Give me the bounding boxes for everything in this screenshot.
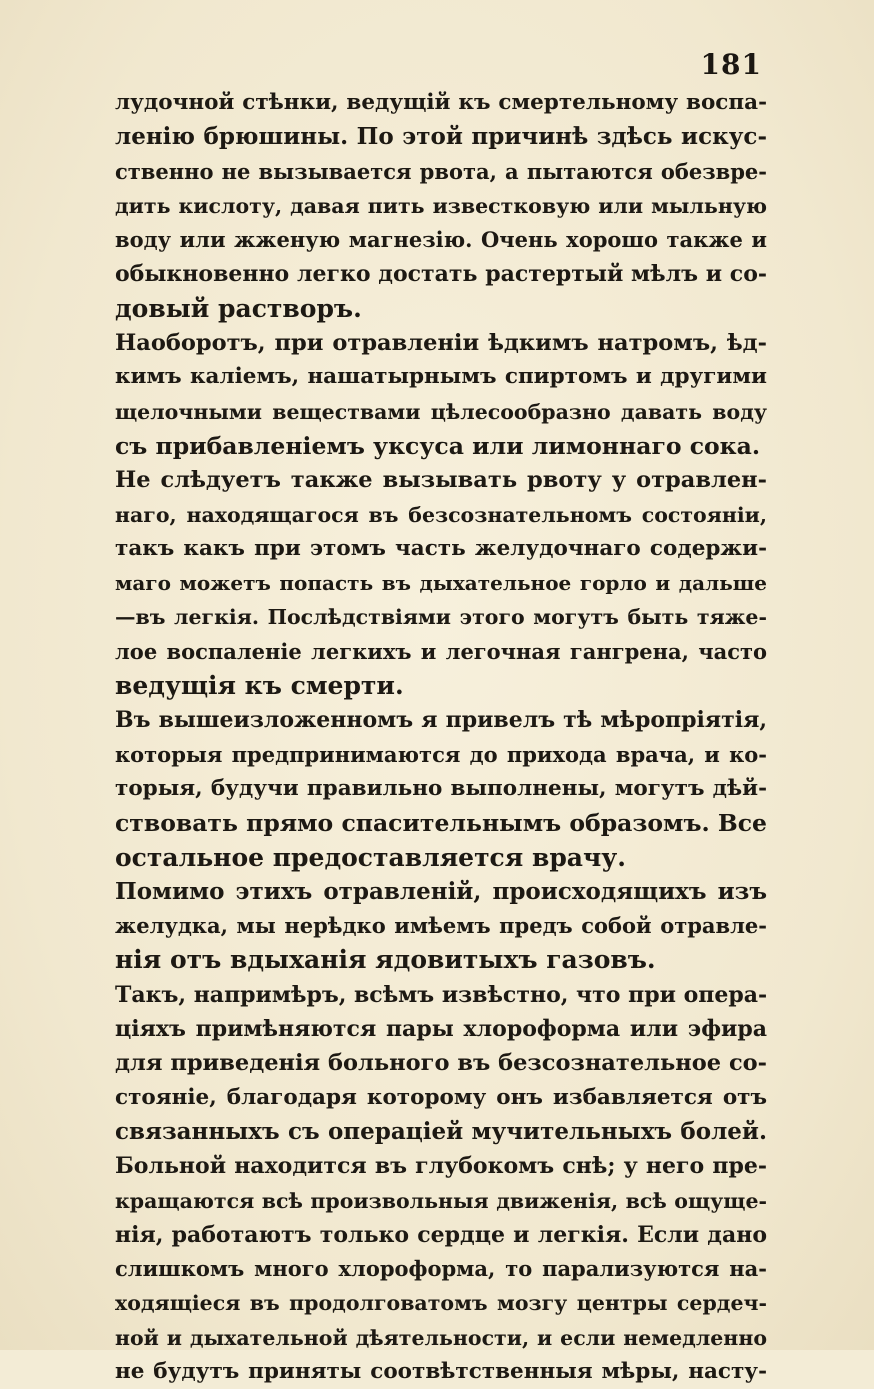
text-line: дить кислоту, давая пить известковую или мыльную — [115, 193, 767, 218]
text-line: стояніе, благодаря которому онъ избавляется отъ — [115, 1084, 767, 1110]
text-line: воду или жженую магнезію. Очень хорошо также и — [115, 227, 767, 253]
text-line: нія отъ вдыханія ядовитыхъ газовъ. — [115, 945, 656, 975]
text-line: лудочной стѣнки, ведущій къ смертельному воспа- — [115, 90, 767, 115]
text-line: лое воспаленіе легкихъ и легочная гангрена, часто — [115, 638, 767, 664]
text-line: ной и дыхательной дѣятельности, и если немедленно — [115, 1325, 767, 1350]
text-line: маго можетъ попасть въ дыхательное горло и дальше — [115, 571, 767, 596]
text-line: такъ какъ при этомъ часть желудочнаго содержи- — [115, 535, 767, 561]
text-line: съ прибавленіемъ уксуса или лимоннаго сока. — [115, 431, 761, 460]
text-line: Не слѣдуетъ также вызывать рвоту у отравлен- — [115, 467, 767, 494]
text-line: кращаются всѣ произвольныя движенія, всѣ ощуще- — [115, 1188, 767, 1213]
text-line: обыкновенно легко достать растертый мѣлъ и со- — [115, 261, 767, 288]
text-line: нія, работаютъ только сердце и легкія. Если дано — [115, 1221, 767, 1248]
text-line: щелочными веществами цѣлесообразно давать воду — [115, 399, 767, 424]
body-text — [115, 86, 767, 1389]
text-line: Въ вышеизложенномъ я привелъ тѣ мѣропріятія, — [115, 707, 767, 734]
text-line: наго, находящагося въ безсознательномъ состояніи, — [115, 502, 767, 527]
text-line: ствовать прямо спасительнымъ образомъ. Все — [115, 809, 767, 838]
text-line: Такъ, напримѣръ, всѣмъ извѣстно, что при опера- — [115, 981, 767, 1008]
text-line: Помимо этихъ отравленій, происходящихъ изъ — [115, 877, 767, 905]
text-line: желудка, мы нерѣдко имѣемъ предъ собой отравле- — [115, 913, 767, 939]
text-line: остальное предоставляется врачу. — [115, 842, 627, 872]
text-line: ходящіеся въ продолговатомъ мозгу центры сердеч- — [115, 1291, 767, 1316]
text-line: слишкомъ много хлороформа, то парализуются на- — [115, 1256, 767, 1282]
text-line: не будутъ приняты соотвѣтственныя мѣры, насту- — [115, 1358, 767, 1384]
text-line: которыя предпринимаются до прихода врача, и ко- — [115, 741, 767, 767]
text-line: кимъ каліемъ, нашатырнымъ спиртомъ и другими — [115, 364, 767, 390]
text-line: связанныхъ съ операціей мучительныхъ болей. — [115, 1117, 767, 1145]
text-line: для приведенія больного въ безсознательное со- — [115, 1050, 767, 1077]
text-line: торыя, будучи правильно выполнены, могутъ дѣй- — [115, 775, 767, 801]
text-line: довый растворъ. — [115, 293, 362, 323]
text-line: —въ легкія. Послѣдствіями этого могутъ быть тяже- — [115, 605, 767, 630]
text-line: ственно не вызывается рвота, а пытаются обезвре- — [115, 158, 767, 184]
text-line: Наоборотъ, при отравленіи ѣдкимъ натромъ, ѣд- — [115, 330, 767, 357]
text-line: ведущія къ смерти. — [115, 671, 404, 701]
text-line: ленію брюшины. По этой причинѣ здѣсь искус- — [115, 123, 767, 151]
page-number: 181 — [700, 48, 762, 81]
text-line: ціяхъ примѣняются пары хлороформа или эфира — [115, 1016, 767, 1043]
text-line: Больной находится въ глубокомъ снѣ; у него пре- — [115, 1153, 767, 1180]
